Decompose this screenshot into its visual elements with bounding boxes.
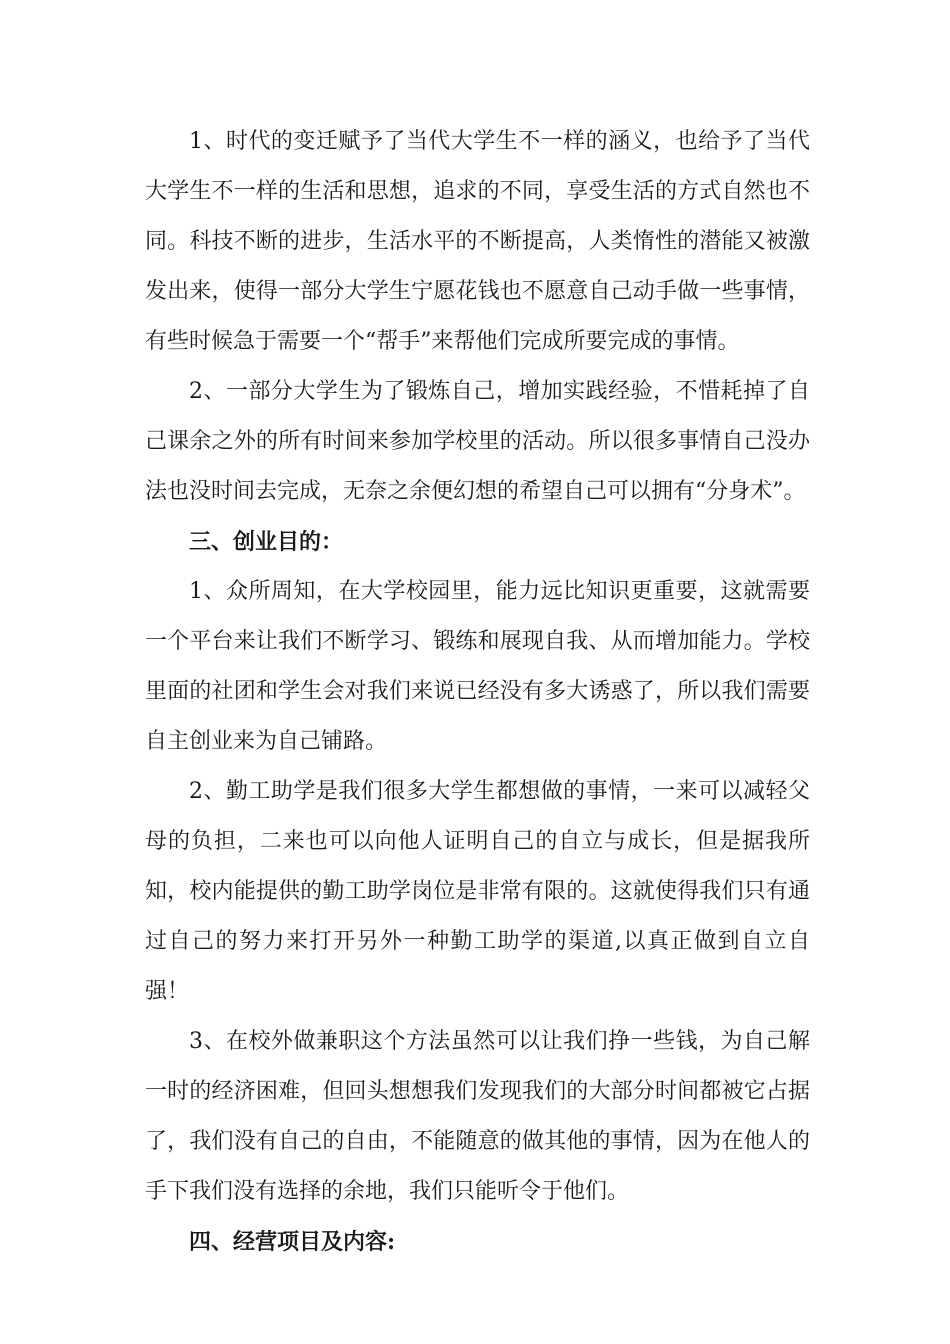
paragraph-purpose-3: 3、在校外做兼职这个方法虽然可以让我们挣一些钱，为自己解一时的经济困难，但回头想想我们发现我们的大部分时间都被它占据了，我们没有自己的自由，不能随意的做其他的事情，因为在他人的手下我们没有选择的余地，我们只能听令于他们。 [145, 1029, 810, 1204]
section-heading-business: 四、经营项目及内容: [189, 1229, 396, 1255]
section-heading-purpose: 三、创业目的： [189, 529, 344, 555]
paragraph-purpose-1: 1、众所周知，在大学校园里，能力远比知识更重要，这就需要一个平台来让我们不断学习、锻练和展现自我、从而增加能力。学校里面的社团和学生会对我们来说已经没有多大诱惑了，所以我们需要自主创业来为自己铺路。 [145, 579, 810, 754]
paragraph-background-1: 1、时代的变迁赋予了当代大学生不一样的涵义，也给予了当代大学生不一样的生活和思想，追求的不同，享受生活的方式自然也不同。科技不断的进步，生活水平的不断提高，人类惰性的潜能又被激发出来，使得一部分大学生宁愿花钱也不愿意自己动手做一些事情，有些时候急于需要一个“帮手”来帮他们完成所要完成的事情。 [145, 129, 810, 354]
paragraph-purpose-2: 2、勤工助学是我们很多大学生都想做的事情，一来可以减轻父母的负担，二来也可以向他人证明自己的自立与成长，但是据我所知，校内能提供的勤工助学岗位是非常有限的。这就使得我们只有通过自己的努力来打开另外一种勤工助学的渠道,以真正做到自立自强！ [145, 779, 810, 1004]
paragraph-background-2: 2、一部分大学生为了锻炼自己，增加实践经验，不惜耗掉了自己课余之外的所有时间来参加学校里的活动。所以很多事情自己没办法也没时间去完成，无奈之余便幻想的希望自己可以拥有“分身术”。 [145, 379, 810, 504]
document-body [145, 117, 810, 1267]
